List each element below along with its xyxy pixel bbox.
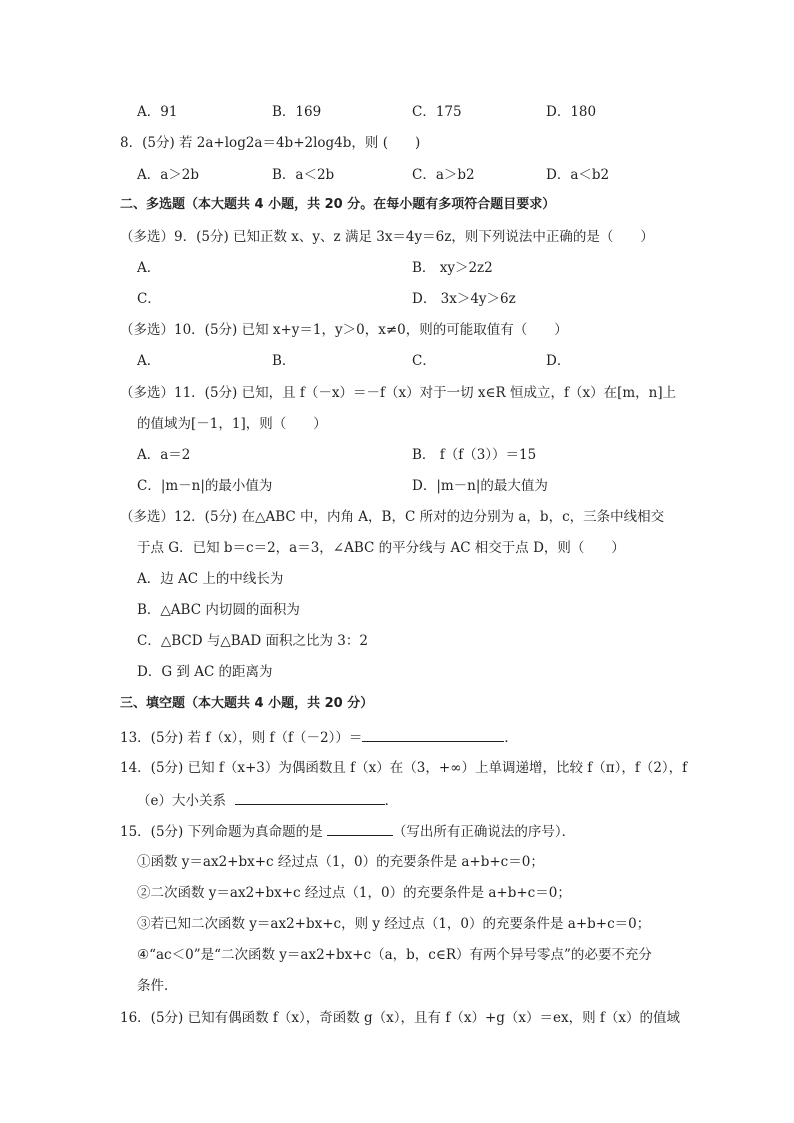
q14-stem-line1: 14．(5分) 已知 f（x+3）为偶函数且 f（x）在（3，+∞）上单调递增，比较 f（π），f（2），f: [120, 760, 688, 776]
q8-stem: 8．(5分) 若 2a+log2a＝4b+2log4b，则 ( ): [120, 135, 421, 151]
q14-line2: [137, 790, 398, 810]
q11-option-d: D．|m－n|的最大值为: [412, 478, 548, 494]
q13-end: ．: [504, 730, 518, 746]
q14-end: ．: [384, 793, 399, 809]
q7-option-a: A．91: [137, 104, 178, 120]
q8-option-d: D．a＜b2: [546, 167, 610, 183]
q14-stem-line2: （e）大小关系: [137, 793, 226, 809]
q9-option-d: D． 3x＞4y＞6z: [412, 291, 516, 307]
q10-option-c: C．: [412, 353, 436, 369]
q11-option-a: A．a＝2: [137, 447, 191, 463]
q16-stem: 16．(5分) 已知有偶函数 f（x），奇函数 g（x），且有 f（x）+g（x）＝ex，则 f（x）的值域: [120, 1010, 681, 1026]
q15-option-3: ③若已知二次函数 y＝ax2+bx+c，则 y 经过点（1，0）的充要条件是 a+b+c＝0；: [137, 916, 651, 932]
q12-stem-line2: 于点 G．已知 b＝c＝2，a＝3，∠ABC 的平分线与 AC 相交于点 D，则（ ）: [137, 540, 625, 556]
q11-option-c: C．|m－n|的最小值为: [137, 478, 273, 494]
q10-option-d: D．: [546, 353, 571, 369]
q15-line: [120, 821, 575, 841]
q11-stem-line2: 的值域为[－1，1]，则（ ）: [137, 416, 327, 432]
q7-option-b: B．169: [272, 104, 322, 120]
q14-answer-blank[interactable]: [235, 790, 385, 805]
q15-option-4-line1: ④“ac＜0”是“二次函数 y＝ax2+bx+c（a，b，c∈R）有两个异号零点”的必要不充分: [137, 947, 652, 963]
q15-stem: 15．(5分) 下列命题为真命题的是: [120, 824, 323, 840]
q12-option-d: D．G 到 AC 的距离为: [137, 664, 273, 680]
q13-line: [120, 727, 518, 747]
q12-option-a: A．边 AC 上的中线长为: [137, 571, 284, 587]
q15-option-4-line2: 条件．: [137, 978, 178, 994]
q9-option-c: C．: [137, 291, 161, 307]
q15-stem-end: （写出所有正确说法的序号）．: [392, 824, 576, 840]
q7-option-c: C．175: [412, 104, 462, 120]
q11-stem-line1: （多选）11．(5分) 已知，且 f（－x）＝－f（x）对于一切 x∈R 恒成立，f（x）在[m，n]上: [120, 385, 677, 401]
q10-option-b: B．: [272, 353, 296, 369]
q12-option-c: C．△BCD 与△BAD 面积之比为 3：2: [137, 633, 368, 649]
q9-stem: （多选）9．(5分) 已知正数 x、y、z 满足 3x＝4y＝6z，则下列说法中正确的是（ ）: [120, 229, 654, 245]
q7-option-d: D．180: [546, 104, 597, 120]
q10-option-a: A．: [137, 353, 161, 369]
section-multi-choice-heading: 二、多选题（本大题共 4 小题，共 20 分。在每小题有多项符合题目要求）: [120, 197, 556, 212]
q15-answer-blank[interactable]: [327, 821, 393, 836]
q10-stem: （多选）10．(5分) 已知 x+y＝1，y＞0，x≠0，则的可能取值有（ ）: [120, 322, 568, 338]
section-fill-blank-heading: 三、填空题（本大题共 4 小题，共 20 分）: [120, 696, 374, 711]
q8-option-c: C．a＞b2: [412, 167, 475, 183]
q11-option-b: B． f（f（3））＝15: [412, 447, 537, 463]
q15-option-2: ②二次函数 y＝ax2+bx+c 经过点（1，0）的充要条件是 a+b+c＝0；: [137, 885, 571, 901]
q12-stem-line1: （多选）12．(5分) 在△ABC 中，内角 A，B，C 所对的边分别为 a，b，c，三条中线相交: [120, 509, 665, 525]
q8-option-b: B．a＜2b: [272, 167, 335, 183]
q13-answer-blank[interactable]: [362, 727, 504, 742]
q9-option-b: B． xy＞2z2: [412, 260, 493, 276]
q12-option-b: B．△ABC 内切圆的面积为: [137, 602, 300, 618]
q15-option-1: ①函数 y＝ax2+bx+c 经过点（1，0）的充要条件是 a+b+c＝0；: [137, 854, 544, 870]
q9-option-a: A．: [137, 260, 161, 276]
q13-stem: 13．(5分) 若 f（x），则 f（f（－2））＝: [120, 730, 363, 746]
q8-option-a: A．a＞2b: [137, 167, 200, 183]
